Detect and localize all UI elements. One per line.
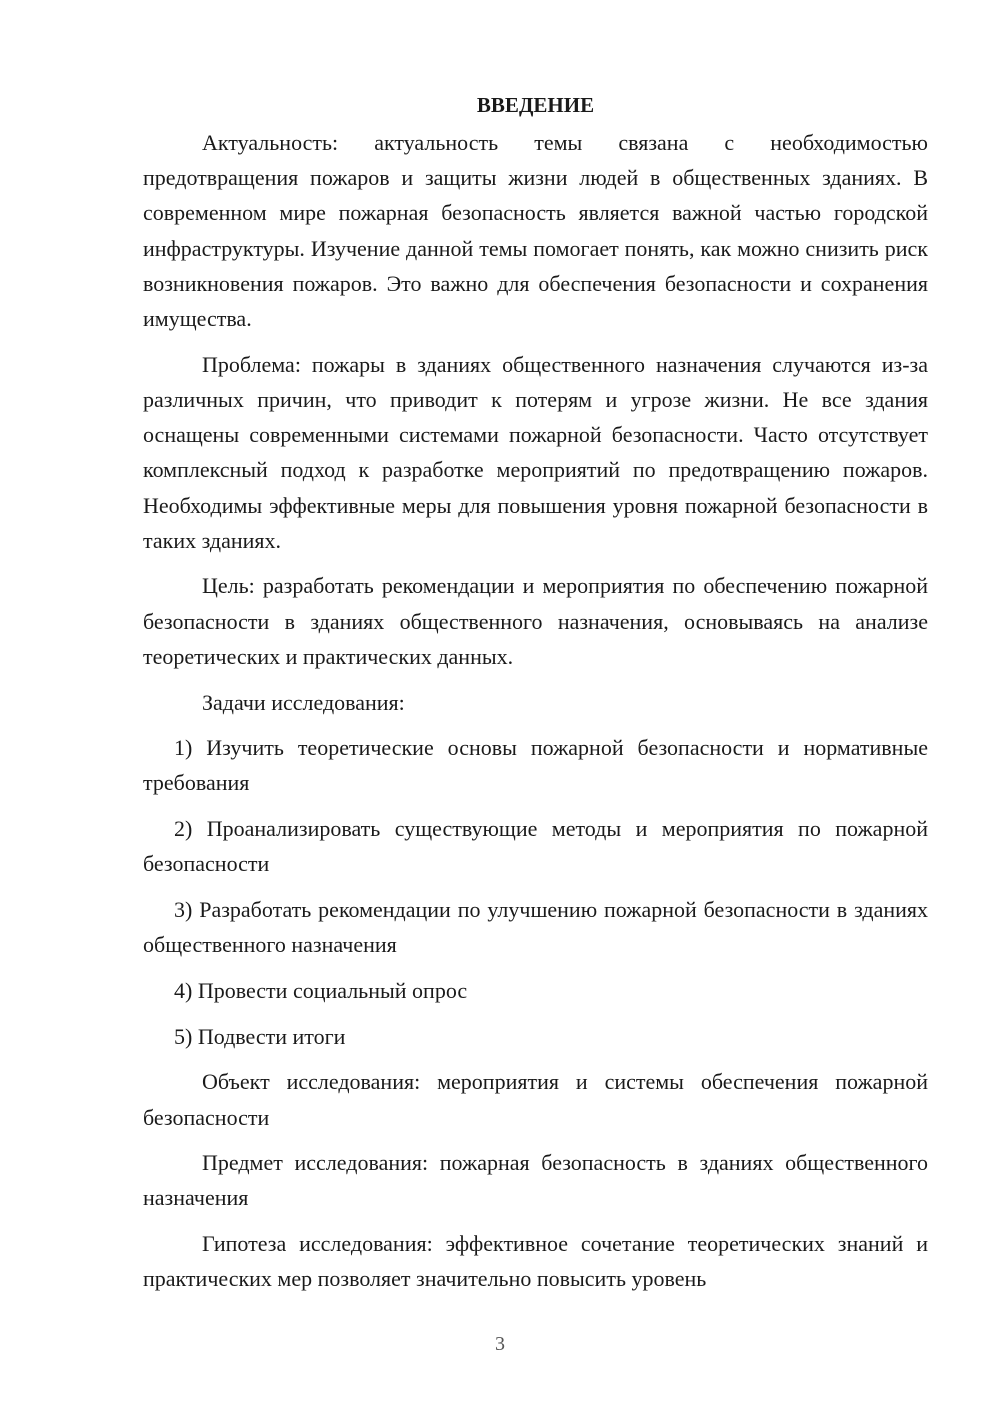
paragraph-subject: Предмет исследования: пожарная безопасность в зданиях общественного назначения — [143, 1150, 928, 1211]
list-item: 1) Изучить теоретические основы пожарной безопасности и нормативные требования — [143, 735, 928, 796]
list-item: 3) Разработать рекомендации по улучшению пожарной безопасности в зданиях общественного назначения — [143, 897, 928, 958]
tasks-list — [143, 730, 928, 1054]
page-number: 3 — [495, 1333, 505, 1355]
paragraph-object: Объект исследования: мероприятия и системы обеспечения пожарной безопасности — [143, 1069, 928, 1130]
list-item: 4) Провести социальный опрос — [174, 977, 468, 1003]
paragraph-hypothesis: Гипотеза исследования: эффективное сочетание теоретических знаний и практических мер позволяет значительно повысить уровень — [143, 1231, 928, 1292]
paragraph-goal: Цель: разработать рекомендации и мероприятия по обеспечению пожарной безопасности в зданиях общественного назначения, основываясь на анализе теоретических и практических данных. — [143, 573, 928, 669]
paragraph-relevance: Актуальность: актуальность темы связана с необходимостью предотвращения пожаров и защиты жизни людей в общественных зданиях. В современном мире пожарная безопасность является важной частью городской инфраструктуры. Изучение данной темы помогает понять, как можно снизить риск возникновения пожаров. Это важно для обеспечения безопасности и сохранения имущества. — [143, 130, 928, 332]
list-item: 2) Проанализировать существующие методы и мероприятия по пожарной безопасности — [143, 816, 928, 877]
section-title: ВВЕДЕНИЕ — [476, 93, 595, 117]
document-page — [143, 88, 928, 1307]
tasks-heading: Задачи исследования: — [202, 689, 405, 715]
list-item: 5) Подвести итоги — [174, 1023, 346, 1049]
paragraph-problem: Проблема: пожары в зданиях общественного назначения случаются из-за различных причин, что приводит к потерям и угрозе жизни. Не все здания оснащены современными системами пожарной безопасности. Часто отсутствует комплексный подход к разработке мероприятий по предотвращению пожаров. Необходимы эффективные меры для повышения уровня пожарной безопасности в таких зданиях. — [143, 351, 928, 553]
